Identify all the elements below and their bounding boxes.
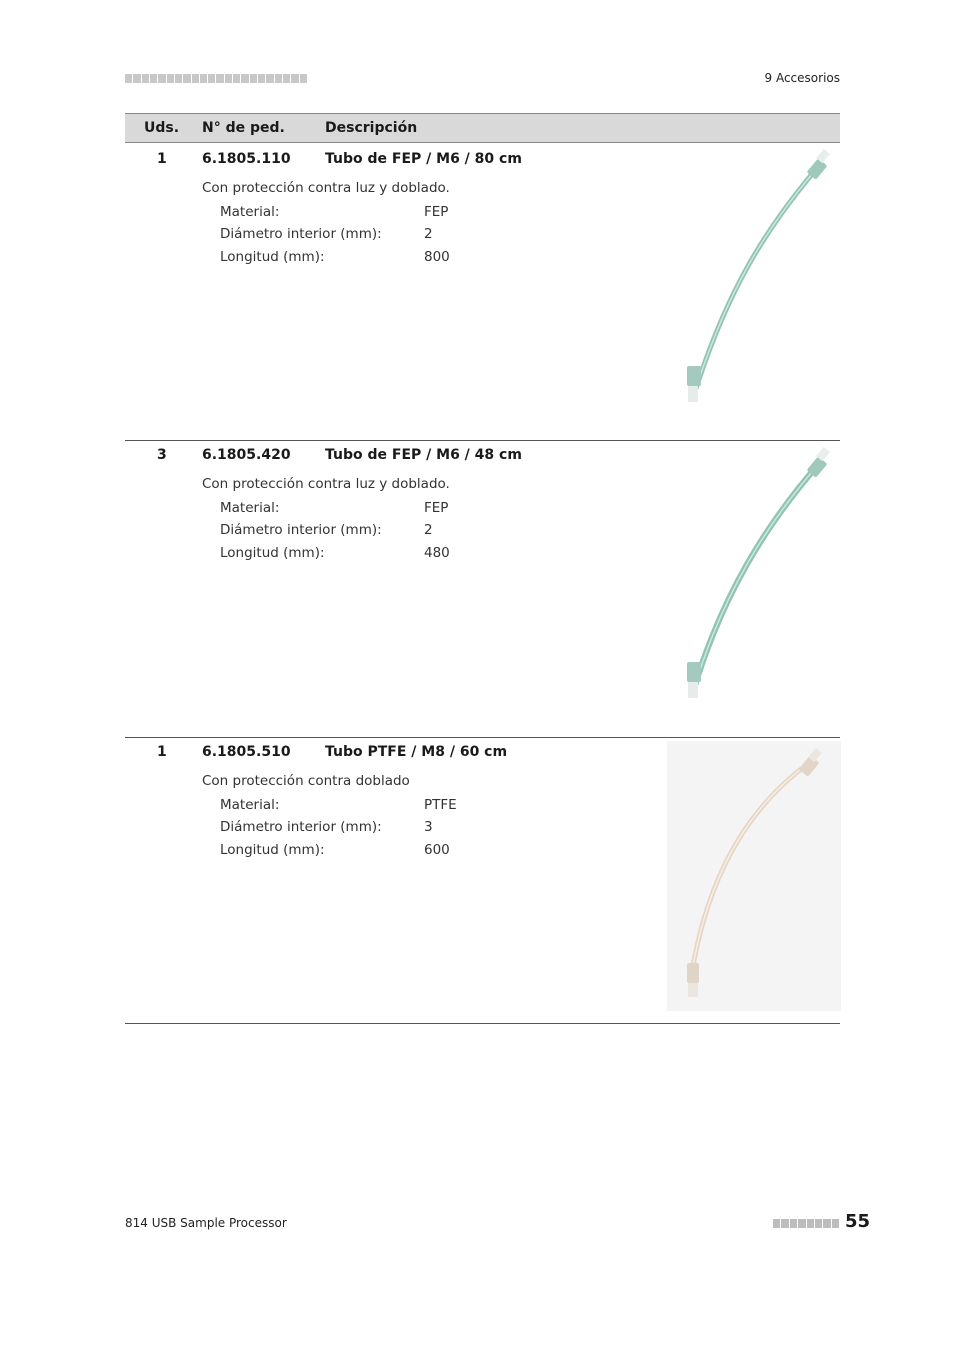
row-qty: 3 (157, 447, 167, 463)
spec-value: FEP (424, 500, 449, 516)
spec-value: 480 (424, 545, 450, 561)
fep-tube-image (667, 444, 841, 714)
fep-tube-image (667, 148, 841, 418)
spec-value: 2 (424, 522, 433, 538)
spec-label: Diámetro interior (mm): (220, 522, 382, 538)
row-qty: 1 (157, 744, 167, 760)
col-description: Descripción (325, 120, 418, 136)
row-description: Con protección contra doblado (202, 773, 410, 789)
chapter-title: 9 Accesorios (764, 71, 840, 85)
row-order-no: 6.1805.110 (202, 151, 291, 167)
spec-label: Diámetro interior (mm): (220, 226, 382, 242)
ptfe-tube-image (667, 741, 841, 1011)
row-order-no: 6.1805.420 (202, 447, 291, 463)
spec-label: Diámetro interior (mm): (220, 819, 382, 835)
row-title: Tubo de FEP / M6 / 48 cm (325, 447, 522, 463)
table-row (125, 440, 840, 737)
footer-decoration (773, 1219, 839, 1228)
row-divider (125, 440, 840, 441)
spec-label: Longitud (mm): (220, 842, 325, 858)
table-bottom-rule (125, 1023, 840, 1024)
header-decoration (125, 74, 307, 83)
col-order-no: N° de ped. (202, 120, 285, 136)
spec-value: 3 (424, 819, 433, 835)
row-description: Con protección contra luz y doblado. (202, 476, 450, 492)
page-number: 55 (845, 1211, 871, 1232)
col-qty: Uds. (144, 120, 180, 136)
spec-label: Material: (220, 204, 280, 220)
spec-label: Material: (220, 797, 280, 813)
spec-value: PTFE (424, 797, 457, 813)
spec-value: 2 (424, 226, 433, 242)
spec-value: FEP (424, 204, 449, 220)
spec-value: 800 (424, 249, 450, 265)
spec-label: Longitud (mm): (220, 249, 325, 265)
row-order-no: 6.1805.510 (202, 744, 291, 760)
footer-product: 814 USB Sample Processor (125, 1216, 287, 1230)
row-qty: 1 (157, 151, 167, 167)
table-header (125, 113, 840, 143)
row-divider (125, 737, 840, 738)
spec-value: 600 (424, 842, 450, 858)
row-title: Tubo de FEP / M6 / 80 cm (325, 151, 522, 167)
table-row (125, 737, 840, 1023)
row-title: Tubo PTFE / M8 / 60 cm (325, 744, 508, 760)
row-description: Con protección contra luz y doblado. (202, 180, 450, 196)
table-row (125, 144, 840, 440)
spec-label: Longitud (mm): (220, 545, 325, 561)
spec-label: Material: (220, 500, 280, 516)
